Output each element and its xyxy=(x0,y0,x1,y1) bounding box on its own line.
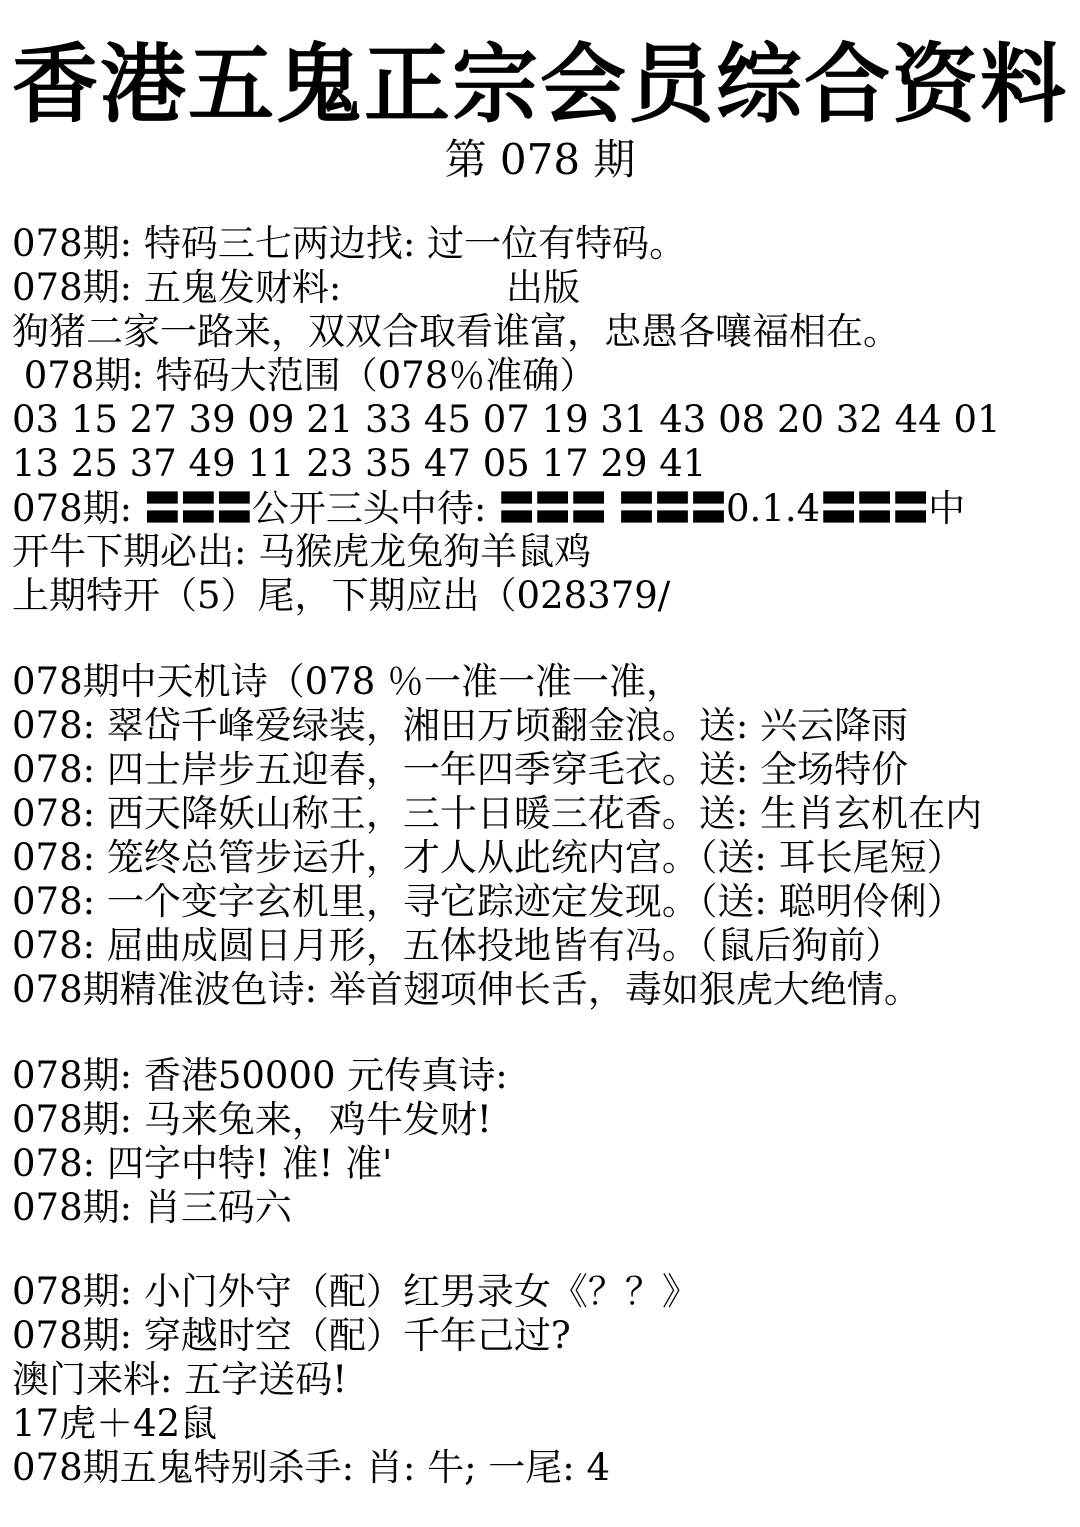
line-poem-4: 078: 笼终总管步运升，才人从此统内宫。（送: 耳长尾短） xyxy=(12,836,964,879)
line-small-door: 078期: 小门外守（配）红男录女《？？》 xyxy=(12,1270,699,1313)
line-special-code-hint: 078期: 特码三七两边找: 过一位有特码。 xyxy=(12,222,687,265)
line-poem-2: 078: 四士岸步五迎春，一年四季穿毛衣。送: 全场特价 xyxy=(12,748,909,791)
line-macau-source: 澳门来料: 五字送码! xyxy=(12,1358,348,1401)
black-block-3: 〓〓〓 xyxy=(820,486,929,530)
line-poem-5: 078: 一个变字玄机里，寻它踪迹定发现。（送: 聪明伶俐） xyxy=(12,880,964,923)
line-poem-dog-pig: 狗猪二家一路来，双双合取看谁富，忠愚各嚷福相在。 xyxy=(12,310,900,353)
line-numbers-row-1: 03 15 27 39 09 21 33 45 07 19 31 43 08 20 32 44 01 xyxy=(12,398,1001,441)
line-time-travel: 078期: 穿越时空（配）千年己过? xyxy=(12,1314,571,1357)
line-fax-poem-heading: 078期: 香港50000 元传真诗: xyxy=(12,1054,508,1097)
line-zodiac-list: 开牛下期必出: 马猴虎龙兔狗羊鼠鸡 xyxy=(12,530,592,573)
line-three-heads xyxy=(12,486,965,531)
line-poem-1: 078: 翠岱千峰爱绿装，湘田万顷翻金浪。送: 兴云降雨 xyxy=(12,704,909,747)
page-title: 香港五鬼正宗会员综合资料 xyxy=(12,34,1068,135)
line-wave-color-poem: 078期精准波色诗: 举首翅项伸长舌，毒如狠虎大绝情。 xyxy=(12,968,921,1011)
line-wugui-fortune: 078期: 五鬼发财料: 出版 xyxy=(12,266,580,309)
line-fax-poem-1: 078期: 马来兔来，鸡牛发财! xyxy=(12,1098,492,1141)
issue-number: 第 078 期 xyxy=(444,135,636,184)
line-three-heads-prefix: 078期: xyxy=(12,487,144,530)
line-tianji-heading: 078期中天机诗（078 ％一准一准一准， xyxy=(12,660,684,703)
line-three-heads-label: 公开三头中待: xyxy=(251,487,499,530)
line-tail-hint: 上期特开（5）尾，下期应出（028379/ xyxy=(12,574,671,617)
black-block-1: 〓〓〓 xyxy=(143,486,252,530)
line-three-heads-suffix: 中 xyxy=(928,487,966,530)
line-numbers-row-2: 13 25 37 49 11 23 35 47 05 17 29 41 xyxy=(12,442,707,485)
line-fax-poem-2: 078: 四字中特! 准! 准' xyxy=(12,1142,393,1185)
black-block-2: 〓〓〓 〓〓〓 xyxy=(498,486,726,530)
line-zodiac-three: 078期: 肖三码六 xyxy=(12,1186,292,1229)
line-tiger-rat: 17虎＋42鼠 xyxy=(12,1402,218,1445)
line-range-heading: 078期: 特码大范围（078％准确） xyxy=(12,354,597,397)
line-poem-3: 078: 西天降妖山称王，三十日暖三花香。送: 生肖玄机在内 xyxy=(12,792,983,835)
line-poem-6: 078: 屈曲成圆日月形，五体投地皆有冯。（鼠后狗前） xyxy=(12,924,903,967)
line-three-heads-digits: 0.1.4 xyxy=(725,487,821,530)
line-killer: 078期五鬼特别杀手: 肖: 牛; 一尾: 4 xyxy=(12,1446,611,1489)
